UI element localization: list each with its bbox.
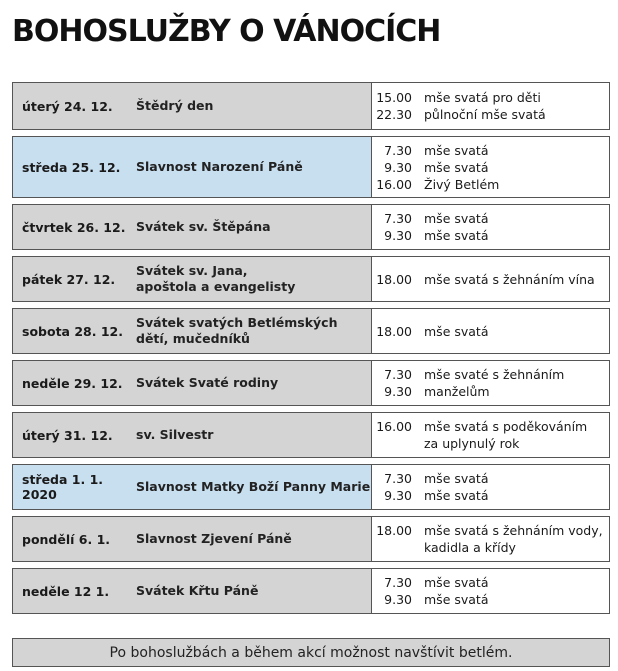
mass-times-cell [372,465,609,509]
mass-times-cell [372,309,609,353]
mass-description: mše svatá [424,211,489,226]
mass-time-line [372,323,609,340]
mass-time-line [372,227,609,244]
day-cell [13,257,372,301]
mass-time: 9.30 [384,159,412,175]
date-label: pondělí 6. 1. [22,531,111,547]
mass-time-line [372,591,609,608]
mass-description: mše svatá [424,488,489,503]
mass-description: mše svatá s žehnáním vody, kadidla a křídy [424,523,603,555]
mass-time-line [372,522,609,556]
mass-time: 7.30 [384,367,412,382]
date-label: neděle 29. 12. [22,375,123,391]
mass-description: mše svatá [424,159,489,175]
feast-name: Svátek sv. Jana, apoštola a evangelisty [136,263,296,294]
mass-time: 16.00 [376,176,412,192]
day-cell [13,309,372,353]
day-cell [13,205,372,249]
mass-times-cell [372,569,609,613]
mass-time-line [372,159,609,176]
feast-name: Svátek sv. Štěpána [136,219,271,234]
mass-times-cell [372,205,609,249]
feast-name: Slavnost Matky Boží Panny Marie [136,479,371,494]
mass-description: mše svatá pro děti [424,90,541,105]
mass-time: 7.30 [384,471,412,486]
page-title: BOHOSLUŽBY O VÁNOCÍCH [12,14,441,49]
mass-description: půlnoční mše svatá [424,107,546,122]
schedule-row [12,412,610,458]
date-label: středa 1. 1. 2020 [22,472,104,502]
mass-description: Živý Betlém [424,176,500,192]
mass-description: mše svaté s žehnáním [424,367,565,382]
mass-time-line [372,89,609,106]
schedule-row [12,308,610,354]
mass-time-line [372,574,609,591]
schedule-row [12,204,610,250]
footer-note: Po bohoslužbách a během akcí možnost navštívit betlém. [12,638,610,667]
day-cell [13,137,372,197]
schedule-table [12,82,610,620]
schedule-row [12,464,610,510]
mass-description: mše svatá [424,575,489,590]
day-cell [13,83,372,129]
feast-name: Svátek svatých Betlémských dětí, mučedníků [136,315,338,346]
date-label: středa 25. 12. [22,159,121,175]
day-cell [13,413,372,457]
mass-time-line [372,487,609,504]
day-cell [13,569,372,613]
mass-description: mše svatá s poděkováním za uplynulý rok [424,419,588,451]
mass-description: mše svatá [424,142,489,158]
mass-description: mše svatá s žehnáním vína [424,271,595,287]
feast-name: Štědrý den [136,98,214,113]
mass-time: 18.00 [376,323,412,339]
mass-time-line [372,271,609,288]
mass-time: 7.30 [384,575,412,590]
mass-time-line [372,142,609,159]
mass-times-cell [372,361,609,405]
mass-time-line [372,106,609,123]
mass-times-cell [372,413,609,457]
day-cell [13,517,372,561]
day-cell [13,361,372,405]
schedule-row [12,516,610,562]
feast-name: Svátek Svaté rodiny [136,375,279,390]
mass-time: 9.30 [384,228,412,243]
mass-time-line [372,176,609,193]
schedule-row [12,360,610,406]
feast-name: Svátek Křtu Páně [136,583,259,598]
date-label: úterý 24. 12. [22,98,113,114]
day-cell [13,465,372,509]
mass-description: mše svatá [424,228,489,243]
schedule-row [12,568,610,614]
date-label: úterý 31. 12. [22,427,113,443]
mass-time-line [372,418,609,452]
mass-time: 18.00 [376,271,412,287]
feast-name: sv. Silvestr [136,427,214,442]
mass-description: mše svatá [424,592,489,607]
schedule-row [12,256,610,302]
mass-time: 7.30 [384,211,412,226]
mass-description: mše svatá [424,323,489,339]
mass-times-cell [372,257,609,301]
mass-time: 9.30 [384,592,412,607]
mass-time: 9.30 [384,488,412,503]
mass-time: 22.30 [376,107,412,122]
feast-name: Slavnost Narození Páně [136,159,303,174]
feast-name: Slavnost Zjevení Páně [136,531,292,546]
date-label: pátek 27. 12. [22,271,116,287]
mass-time-line [372,366,609,383]
schedule-row [12,136,610,198]
mass-time-line [372,470,609,487]
mass-time: 7.30 [384,142,412,158]
mass-times-cell [372,83,609,129]
mass-time: 9.30 [384,384,412,399]
mass-time: 18.00 [376,523,412,538]
mass-description: mše svatá [424,471,489,486]
mass-time: 16.00 [376,419,412,434]
mass-time-line [372,383,609,400]
date-label: sobota 28. 12. [22,323,123,339]
date-label: čtvrtek 26. 12. [22,219,126,235]
mass-times-cell [372,137,609,197]
schedule-row [12,82,610,130]
mass-description: manželům [424,384,490,399]
mass-time: 15.00 [376,90,412,105]
mass-time-line [372,210,609,227]
date-label: neděle 12 1. [22,583,110,599]
mass-times-cell [372,517,609,561]
